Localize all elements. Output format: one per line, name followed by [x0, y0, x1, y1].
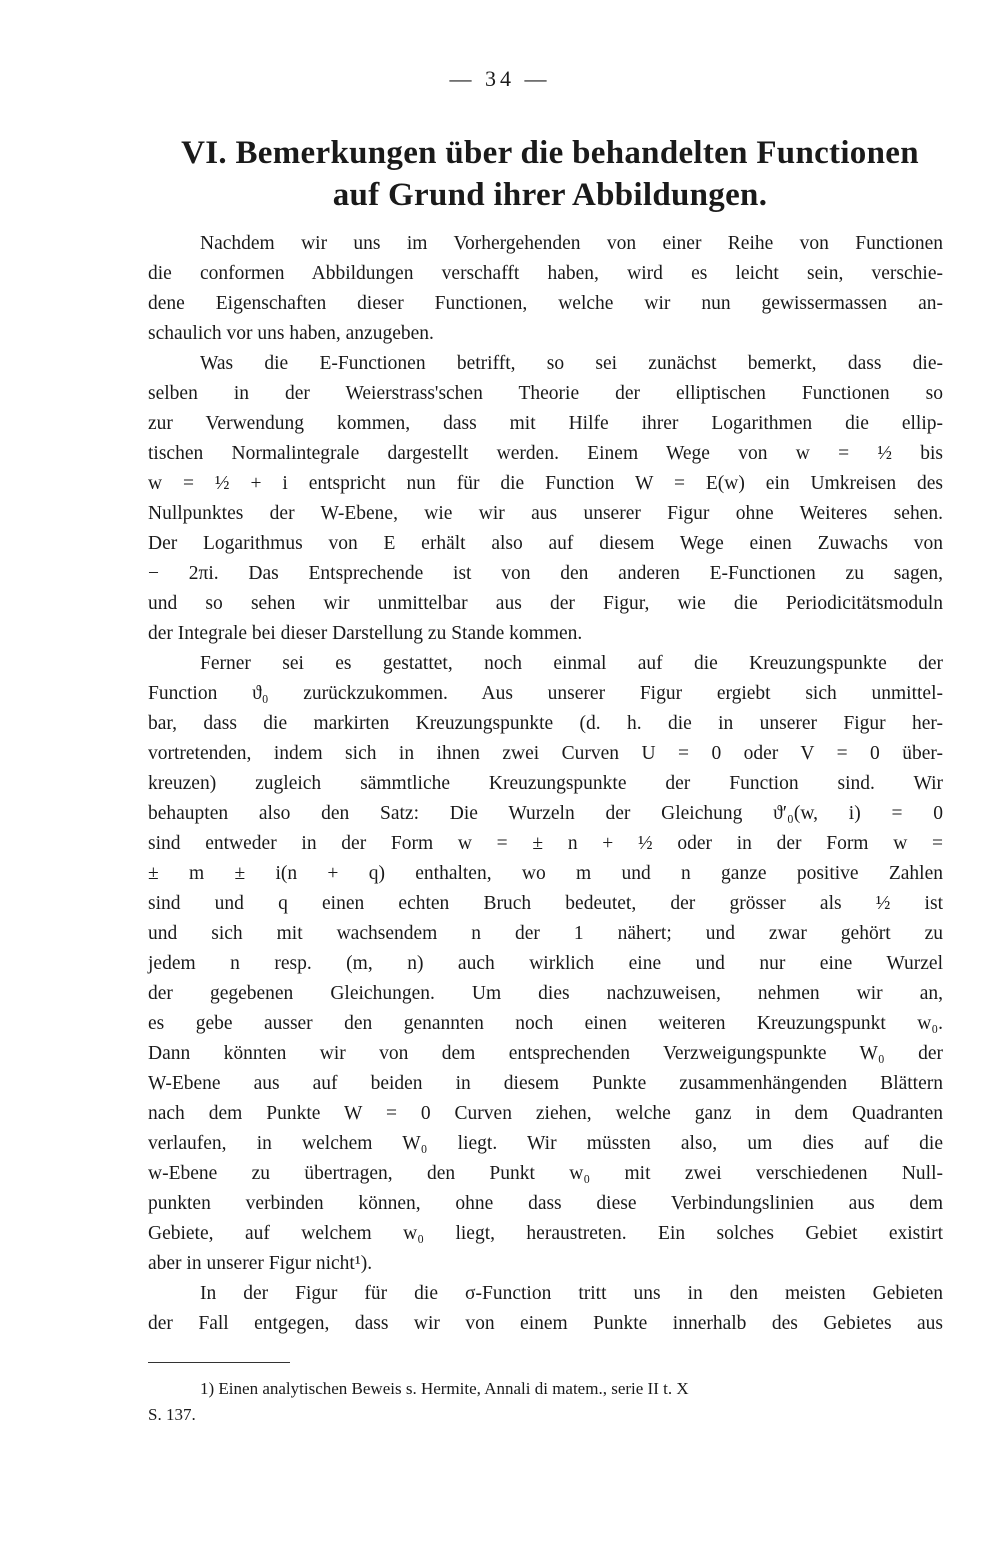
body-line: ± m ± i(n + q) enthalten, wo m und n ganze positive Zahlen: [148, 863, 943, 884]
body-line: vortretenden, indem sich in ihnen zwei Curven U = 0 oder V = 0 über-: [148, 743, 943, 764]
body-line: der Fall entgegen, dass wir von einem Punkte innerhalb des Gebietes aus: [148, 1313, 943, 1334]
body-line: und so sehen wir unmittelbar aus der Figur, wie die Periodicitätsmoduln: [148, 593, 943, 614]
body-line: sind entweder in der Form w = ± n + ½ oder in der Form w =: [148, 833, 943, 854]
body-line: Dann könnten wir von dem entsprechenden Verzweigungspunkte W₀ der: [148, 1043, 943, 1064]
body-line: Gebiete, auf welchem w₀ liegt, heraustreten. Ein solches Gebiet existirt: [148, 1223, 943, 1244]
body-line: w-Ebene zu übertragen, den Punkt w₀ mit zwei verschiedenen Null-: [148, 1163, 943, 1184]
body-line: jedem n resp. (m, n) auch wirklich eine und nur eine Wurzel: [148, 953, 943, 974]
body-line: zur Verwendung kommen, dass mit Hilfe ihrer Logarithmen die ellip-: [148, 413, 943, 434]
body-line: selben in der Weierstrass'schen Theorie der elliptischen Functionen so: [148, 383, 943, 404]
footnote-rule: [148, 1362, 290, 1363]
heading-line-2: auf Grund ihrer Abbildungen.: [332, 177, 768, 213]
footnote-line: S. 137.: [148, 1405, 196, 1424]
body-line: Function ϑ₀ zurückzukommen. Aus unserer Figur ergiebt sich unmittel-: [148, 683, 943, 704]
body-line: der Integrale bei dieser Darstellung zu Stande kommen.: [148, 623, 583, 644]
body-line: behaupten also den Satz: Die Wurzeln der Gleichung ϑ′₀(w, i) = 0: [148, 803, 943, 824]
footnote-line: 1) Einen analytischen Beweis s. Hermite, Annali di matem., serie II t. X: [200, 1379, 689, 1398]
page-number: — 34 —: [449, 66, 551, 91]
body-line: Nullpunktes der W-Ebene, wie wir aus unserer Figur ohne Weiteres sehen.: [148, 503, 943, 524]
body-line: In der Figur für die σ-Function tritt uns in den meisten Gebieten: [200, 1283, 943, 1304]
body-line: die conformen Abbildungen verschafft haben, wird es leicht sein, verschie-: [148, 263, 943, 284]
body-line: verlaufen, in welchem W₀ liegt. Wir müssten also, um dies auf die: [148, 1133, 943, 1154]
heading-line-1: VI. Bemerkungen über die behandelten Functionen: [181, 135, 919, 171]
body-line: W-Ebene aus auf beiden in diesem Punkte zusammenhängenden Blättern: [148, 1073, 943, 1094]
body-line: tischen Normalintegrale dargestellt werden. Einem Wege von w = ½ bis: [148, 443, 943, 464]
body-line: punkten verbinden können, ohne dass diese Verbindungslinien aus dem: [148, 1193, 943, 1214]
body-line: Nachdem wir uns im Vorhergehenden von einer Reihe von Functionen: [200, 233, 943, 254]
body-line: schaulich vor uns haben, anzugeben.: [148, 323, 434, 344]
body-line: und sich mit wachsendem n der 1 nähert; und zwar gehört zu: [148, 923, 943, 944]
body-line: kreuzen) zugleich sämmtliche Kreuzungspunkte der Function sind. Wir: [148, 773, 943, 794]
body-line: es gebe ausser den genannten noch einen weiteren Kreuzungspunkt w₀.: [148, 1013, 943, 1034]
body-line: − 2πi. Das Entsprechende ist von den anderen E-Functionen zu sagen,: [148, 563, 943, 584]
body-line: bar, dass die markirten Kreuzungspunkte (d. h. die in unserer Figur her-: [148, 713, 943, 734]
body-line: Ferner sei es gestattet, noch einmal auf die Kreuzungspunkte der: [200, 653, 943, 674]
body-line: w = ½ + i entspricht nun für die Function W = E(w) ein Umkreisen des: [148, 473, 943, 494]
body-line: dene Eigenschaften dieser Functionen, welche wir nun gewissermassen an-: [148, 293, 943, 314]
section-heading: [150, 132, 950, 216]
body-line: der gegebenen Gleichungen. Um dies nachzuweisen, nehmen wir an,: [148, 983, 943, 1004]
body-line: nach dem Punkte W = 0 Curven ziehen, welche ganz in dem Quadranten: [148, 1103, 943, 1124]
body-line: aber in unserer Figur nicht¹).: [148, 1253, 373, 1274]
body-line: sind und q einen echten Bruch bedeutet, der grösser als ½ ist: [148, 893, 943, 914]
body-line: Was die E-Functionen betrifft, so sei zunächst bemerkt, dass die-: [200, 353, 943, 374]
body-line: Der Logarithmus von E erhält also auf diesem Wege einen Zuwachs von: [148, 533, 943, 554]
